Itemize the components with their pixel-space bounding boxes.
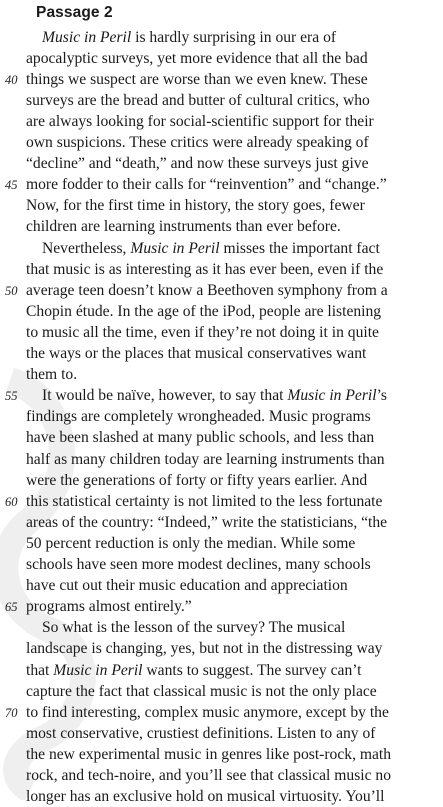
italic-title: Music in Peril: [53, 661, 143, 679]
line-text: [42, 617, 345, 638]
text-run: findings are completely wrongheaded. Music programs: [26, 408, 371, 426]
line-text: [26, 512, 387, 533]
text-run: are always looking for social-scientific support for their: [26, 112, 374, 130]
italic-title: Music in Peril: [287, 387, 377, 405]
text-run: is hardly surprising in our era of: [131, 28, 337, 46]
line-text: [26, 280, 388, 301]
text-run: Nevertheless,: [42, 239, 131, 257]
line-text: [26, 301, 381, 322]
text-run: half as many children today are learning instruments than: [26, 450, 385, 468]
text-run: wants to suggest. The survey can’t: [142, 661, 362, 679]
text-run: areas of the country: “Indeed,” write the statisticians, “the: [26, 513, 388, 531]
text-run: schools have seen more modest declines, many schools: [26, 556, 371, 573]
text-run: the new experimental music in genres like post-rock, math: [26, 745, 392, 763]
line-text: [26, 702, 389, 723]
text-run: to find interesting, complex music anymore, except by the: [26, 703, 389, 721]
line-text: [42, 27, 336, 48]
text-run: programs almost entirely.”: [26, 598, 192, 616]
line-text: [26, 491, 382, 512]
text-run: “decline” and “death,” and now these surveys just give: [26, 155, 369, 173]
text-run: the ways or the places that musical conservatives want: [26, 345, 367, 362]
text-run: this statistical certainty is not limited to the less fortunate: [26, 492, 383, 510]
line-text: [26, 111, 374, 132]
line-text: [26, 153, 369, 174]
line-number: 65: [5, 600, 18, 615]
line-text: [26, 48, 368, 69]
line-text: [26, 638, 382, 659]
line-text: [26, 406, 371, 427]
text-run: It would be naïve, however, to say that: [42, 387, 288, 405]
line-text: [26, 533, 355, 554]
text-run: most conservative, crustiest definitions. Listen to any of: [26, 724, 376, 742]
italic-title: Music in Peril: [42, 28, 132, 46]
line-text: [26, 69, 368, 90]
line-number: 40: [5, 72, 18, 87]
text-run: Now, for the first time in history, the story goes, fewer: [26, 197, 365, 215]
text-run: apocalyptic surveys, yet more evidence that all the bad: [26, 49, 368, 67]
text-run: Chopin étude. In the age of the iPod, people are listening: [26, 302, 382, 320]
text-run: So what is the lesson of the survey? The musical: [42, 619, 346, 637]
line-text: [26, 174, 387, 195]
text-run: that: [26, 661, 54, 679]
text-run: more fodder to their calls for “reinvention” and “change.”: [26, 176, 387, 194]
line-text: [26, 322, 379, 343]
text-run: have cut out their music education and appreciation: [26, 577, 348, 595]
text-run: capture the fact that classical music is not the only place: [26, 682, 377, 700]
line-number: 55: [5, 389, 18, 404]
text-run: them to.: [26, 366, 78, 384]
text-run: were the generations of forty or fifty years earlier. And: [26, 471, 368, 489]
line-number: 70: [5, 705, 18, 720]
line-text: [26, 449, 385, 470]
line-text: [42, 385, 387, 406]
line-number: 50: [5, 283, 18, 298]
line-text: [26, 470, 367, 491]
text-run: longer has an exclusive hold on musical virtuosity. You’ll: [26, 788, 385, 806]
text-run: children are learning instruments than ever before.: [26, 218, 341, 236]
line-text: [26, 660, 362, 681]
text-run: misses the important fact: [219, 239, 380, 257]
text-run: ’s: [376, 387, 387, 405]
line-text: [26, 259, 383, 280]
text-run: to music all the time, even if they’re not doing it in quite: [26, 323, 379, 341]
line-text: [26, 575, 348, 596]
passage-heading: Passage 2: [36, 4, 113, 21]
italic-title: Music in Peril: [130, 239, 220, 257]
line-text: [26, 744, 391, 765]
line-text: [26, 554, 371, 575]
line-text: [26, 786, 384, 807]
text-run: landscape is changing, yes, but not in the distressing way: [26, 640, 383, 658]
line-text: [26, 765, 391, 786]
line-text: [26, 723, 376, 744]
text-run: surveys are the bread and butter of cultural critics, who: [26, 91, 370, 109]
text-run: things we suspect are worse than we even knew. These: [26, 70, 368, 88]
line-text: [26, 681, 377, 702]
line-text: [26, 364, 77, 385]
line-text: [26, 216, 341, 237]
line-number: 60: [5, 494, 18, 509]
line-text: [26, 343, 366, 364]
line-number: 45: [5, 178, 18, 193]
text-run: rock, and tech-noire, and you’ll see that classical music no: [26, 767, 392, 784]
line-text: [42, 238, 380, 259]
line-text: [26, 427, 374, 448]
line-text: [26, 596, 192, 617]
line-text: [26, 132, 369, 153]
line-text: [26, 195, 365, 216]
text-run: average teen doesn’t know a Beethoven symphony from a: [26, 281, 388, 299]
text-run: that music is as interesting as it has ever been, even if the: [26, 260, 384, 278]
text-run: have been slashed at many public schools, and less than: [26, 429, 375, 447]
text-run: own suspicions. These critics were already speaking of: [26, 134, 369, 151]
text-run: 50 percent reduction is only the median. While some: [26, 534, 356, 552]
line-text: [26, 90, 370, 111]
